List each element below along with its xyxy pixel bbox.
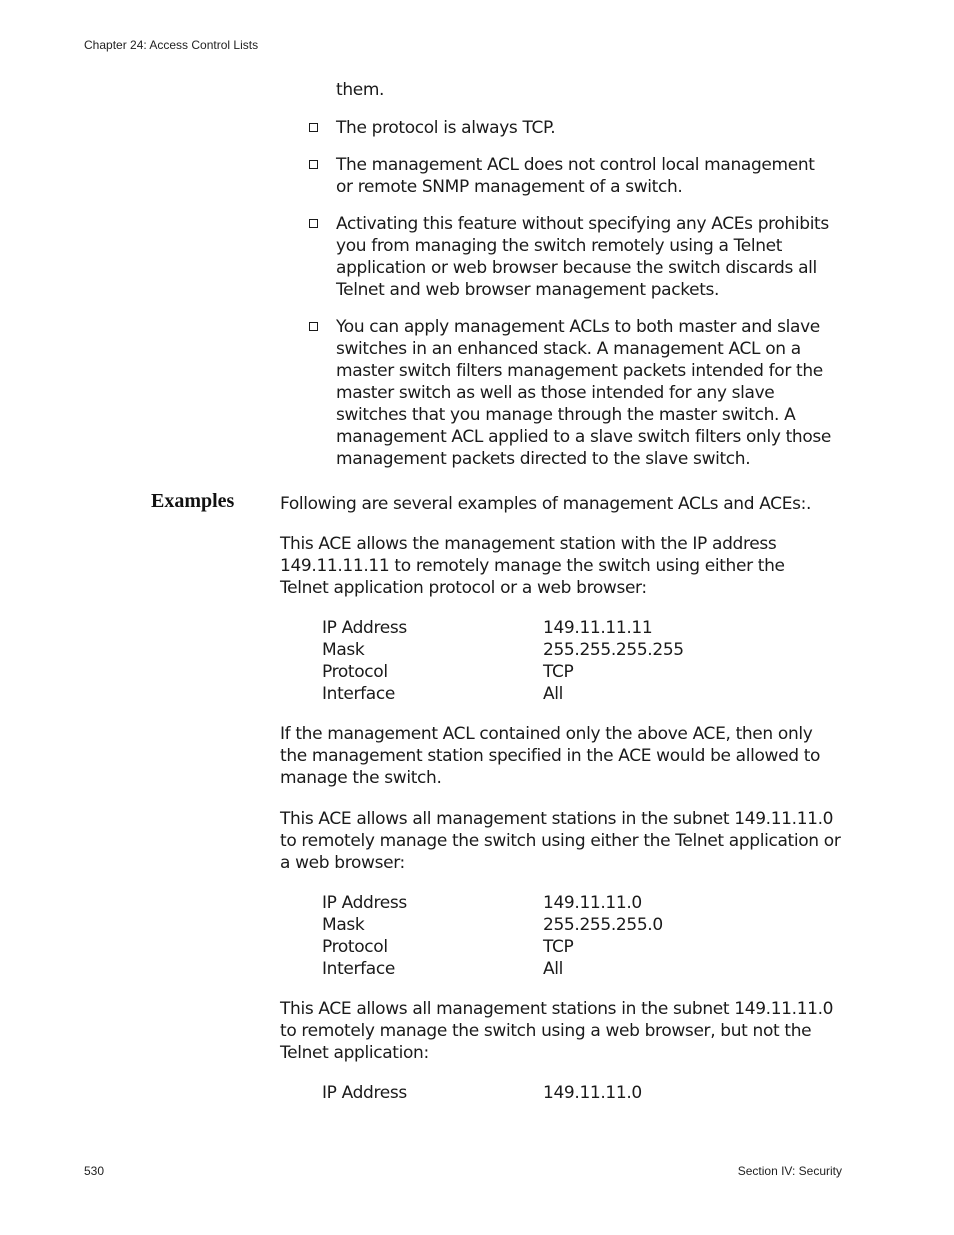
continuation-text: them. <box>336 80 385 100</box>
ace-field-value: 149.11.11.0 <box>543 1083 642 1103</box>
ace-field-value: TCP <box>543 662 574 682</box>
ace-field-label: Protocol <box>322 937 388 957</box>
checkbox-bullet-icon <box>309 219 318 228</box>
example1-note: If the management ACL contained only the above ACE, then only the management station specified in the ACE would be allowed to manage the switch. <box>280 724 821 788</box>
ace-field-value: All <box>543 959 564 979</box>
ace-field-label: Interface <box>322 959 395 979</box>
checkbox-bullet-icon <box>309 160 318 169</box>
ace-field-value: 149.11.11.11 <box>543 618 653 638</box>
running-footer-section: Section IV: Security <box>737 1164 842 1178</box>
bullet-text: The protocol is always TCP. <box>336 118 556 138</box>
ace-field-label: IP Address <box>322 1083 407 1103</box>
page-number: 530 <box>84 1164 105 1178</box>
checkbox-bullet-icon <box>309 123 318 132</box>
section-heading: Examples <box>151 490 235 512</box>
ace-field-label: Mask <box>322 915 365 935</box>
bullet-text: You can apply management ACLs to both master and slave switches in an enhanced stack. A management ACL on a master switch filters management packets intended for the master switch as well as those intended for any slave switches that you manage through the master switch. A management ACL applied to a slave switch filters only those management packets directed to the slave switch. <box>336 317 832 469</box>
bullet-text: Activating this feature without specifying any ACEs prohibits you from managing the switch remotely using a Telnet application or web browser because the switch discards all Telnet and web browser management packets. <box>336 214 829 300</box>
ace-field-label: Interface <box>322 684 395 704</box>
bullet-text: The management ACL does not control local management or remote SNMP management of a switch. <box>336 155 815 197</box>
ace-field-value: 255.255.255.255 <box>543 640 684 660</box>
example2-description: This ACE allows all management stations in the subnet 149.11.11.0 to remotely manage the switch using either the Telnet application or a web browser: <box>280 809 841 873</box>
checkbox-bullet-icon <box>309 322 318 331</box>
ace-field-value: 255.255.255.0 <box>543 915 663 935</box>
running-header: Chapter 24: Access Control Lists <box>84 38 259 52</box>
ace-field-label: Mask <box>322 640 365 660</box>
ace-field-value: TCP <box>543 937 574 957</box>
example1-description: This ACE allows the management station with the IP address 149.11.11.11 to remotely manage the switch using either the Telnet application protocol or a web browser: <box>280 534 785 598</box>
ace-field-label: Protocol <box>322 662 388 682</box>
examples-intro: Following are several examples of management ACLs and ACEs:. <box>280 494 812 514</box>
ace-field-label: IP Address <box>322 618 407 638</box>
example3-description: This ACE allows all management stations in the subnet 149.11.11.0 to remotely manage the switch using a web browser, but not the Telnet application: <box>280 999 834 1063</box>
ace-field-value: 149.11.11.0 <box>543 893 642 913</box>
ace-field-value: All <box>543 684 564 704</box>
ace-field-label: IP Address <box>322 893 407 913</box>
